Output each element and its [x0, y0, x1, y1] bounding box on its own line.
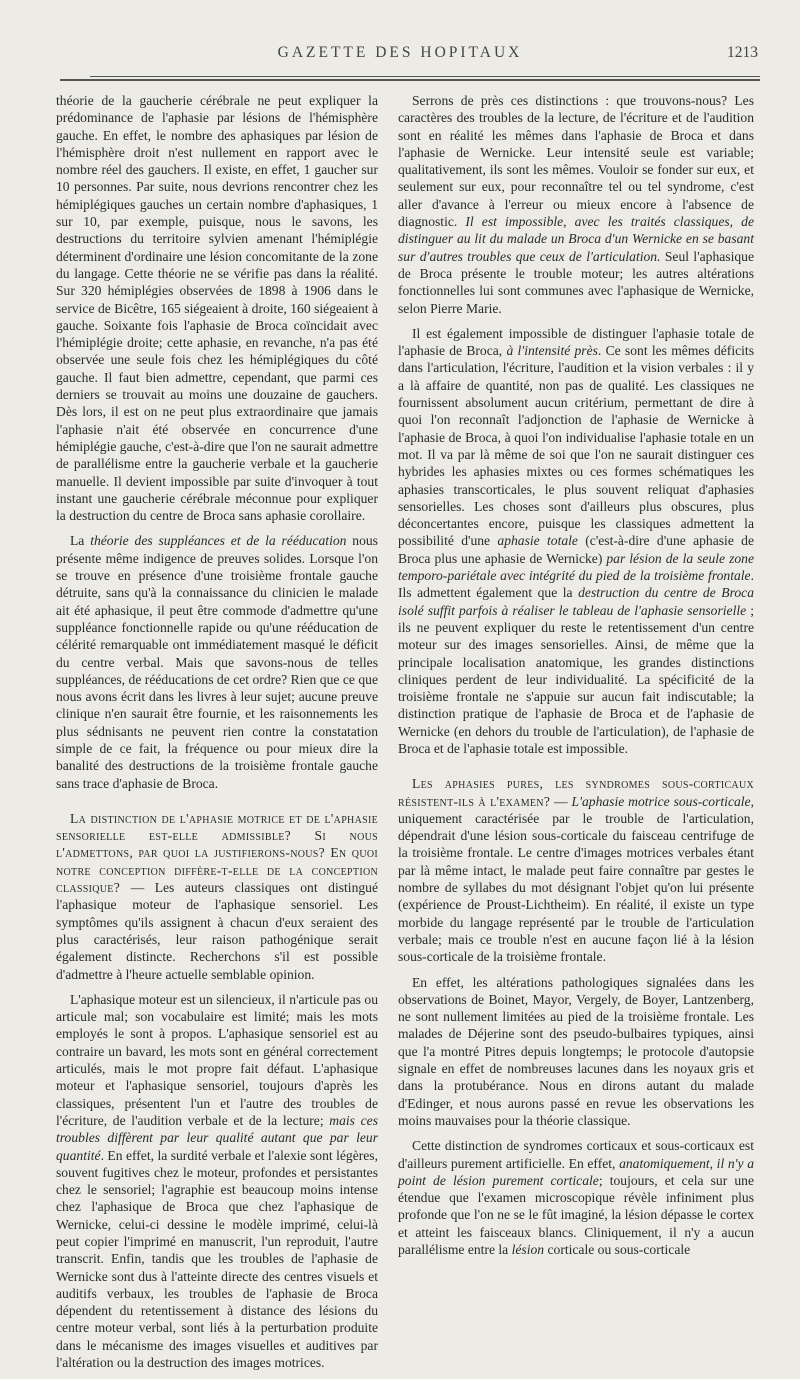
- text-run: . En effet, la surdité verbale et l'alexie sont légères, souvent fugitives chez le moteur, profondes et persistantes chez le sensoriel; l'agraphie est beaucoup moins intense chez l'aphasique de Broca que chez l'aphasique de Wernicke, celui-ci dessine le modèle imprimé, celui-là peut copier l'imprimé en manuscrit, l'un reproduit, l'autre transcrit. Enfin, tandis que les troubles de l'aphasie de Wernicke sont dus à l'atteinte directe des centres visuels et auditifs verbaux, les troubles de l'aphasie de Broca dépendent du retentissement à distance des lésions du centre moteur verbal, sont liés à la perturbation produite dans le mécanisme des images visuelles et auditives par l'altération ou la destruction des images motrices.: [56, 1147, 378, 1371]
- text-run: ; ils ne peuvent expliquer du reste le retentissement d'un centre moteur sur des images sensorielles. Ainsi, de même que la principale localisation anatomique, les grandes distinctions cliniques perdent de leur individualité. La spécificité de la troisième frontale ne s'appuie sur aucun fait indiscutable; la distinction pratique de l'aphasie de Broca et de l'aphasie de Wernicke (en dehors du trouble de l'articulation), de l'aphasie de Broca et de l'aphasie totale est impossible.: [398, 602, 754, 756]
- right-paragraph-1: [398, 92, 754, 317]
- italic-run: Il est impossible, avec les traités classiques, de distinguer au lit du malade un Broca d'un Wernicke en se basant sur d'autres troubles que ceux de l'articulation.: [398, 214, 754, 264]
- right-section-heading-paragraph: [398, 775, 754, 965]
- text-run: nous présente même indigence de preuves solides. Lorsque l'on se trouve en présence d'une troisième frontale gauche détruite, sans qu'à la connaissance du clinicien le malade ait été aphasique, il peut être commode d'admettre qu'une suppléance fonctionnelle rapide ou qu'une rééducation de célérité remarquable ont immédiatement masqué le déficit du centre verbal. Mais que savons-nous de telles suppléances, de rééducations de cet ordre? Rien que ce que nous avons écrit dans les livres à leur sujet; aucune preuve clinique n'en saurait être fournie, et les raisonnements les plus sédnisants ne peuvent rien contre la constatation simple de ce fait, la fréquence ou pour mieux dire la banalité des destructions de la troisième frontale gauche sans trace d'aphasie de Broca.: [56, 533, 378, 791]
- italic-run: lésion: [511, 1242, 545, 1257]
- text-run: Seul l'aphasique de Broca présente le trouble moteur; les autres altérations fonctionnelles lui sont communes avec l'aphasique de Wernicke, selon Pierre Marie.: [398, 248, 754, 316]
- italic-run: L'aphasie motrice sous-corticale: [571, 793, 751, 809]
- text-run: L'aphasique moteur est un silencieux, il n'articule pas ou articule mal; son vocabulaire est limité; mais les mots employés le sont à propos. L'aphasique sensoriel est au contraire un bavard, les mots sont en général correctement articulés, mais le mot propre fait défaut. L'aphasique moteur et l'aphasique sensoriel, toujours d'après les classiques, présentent l'un et l'autre des troubles de l'écriture, de l'audition verbale et de la lecture;: [56, 991, 378, 1128]
- text-run: — Les auteurs classiques ont distingué l'aphasique moteur de l'aphasique sensoriel. Les symptômes qu'ils assignent à chacun d'eux seraient des plus caractérisés, leur raison pathogénique serait également distincte. Recherchons s'il est possible d'admettre à l'heure actuelle semblable opinion.: [56, 880, 378, 982]
- text-run: corticale ou sous-corticale: [544, 1242, 691, 1257]
- left-column: [56, 92, 378, 1379]
- right-column: [398, 92, 754, 1266]
- section-heading: La distinction de l'aphasie motrice et de l'aphasie sensorielle est-elle admissible? Si nous l'admettons, par quoi la justifierons-nous? En quoi notre conception diffère-t-elle de la conception classique?: [56, 810, 378, 896]
- text-run: , uniquement caractérisée par le trouble de l'articulation, dépendrait d'une lésion sous-corticale du faisceau centrifuge de la troisième frontale. Le centre d'images motrices verbales étant par là même intact, le malade peut faire connaître par gestes le nombre de syllabes du mot désignant l'objet qu'on lui présente (expérience de Proust-Lichtheim). En réalité, il existe un type morbide du langage représenté par le trouble de l'articulation verbale; mais ce trouble n'est en aucune façon lié à la lésion sous-corticale de la troisième frontale.: [398, 793, 754, 965]
- text-run: . Ce sont les mêmes déficits dans l'articulation, l'écriture, l'audition et la vision verbales : il y a là affaire de quantité, non pas de qualité. Les classiques ne fournissent absolument aucun critérium, permettant de dire à quoi l'on reconnaît l'adjonction de l'aphasie de Wernicke à l'aphasie de Broca, à quoi l'on individualise l'aphasie totale en un mot. Il va par là même de soi que l'on ne saurait distinguer ces hybrides les aphasies mixtes ou ces formes schématiques les aphasies transcorticales, le plus souvent reliquat d'aphasies sensorielles. Les choses sont d'ailleurs plus obscures, plus déconcertantes encore, puisque les classiques admettent la possibilité d'une: [398, 343, 754, 549]
- left-paragraph-2: [56, 532, 378, 791]
- header-rule-thick: [60, 79, 760, 81]
- italic-run: destruction du centre de Broca isolé suffit parfois à réaliser le tableau de l'aphasie sensorielle: [398, 585, 754, 618]
- italic-run: théorie des suppléances et de la rééducation: [90, 533, 347, 549]
- italic-run: par lésion de la seule zone temporo-pariétale avec intégrité du pied de la troisième frontale: [398, 550, 754, 584]
- italic-run: anatomiquement, il n'y a point de lésion purement corticale: [398, 1155, 754, 1188]
- right-paragraph-4: En effet, les altérations pathologiques signalées dans les observations de Boinet, Mayor, Vergely, de Boyer, Lantzenberg, ne sont nullement limitées au pied de la troisième frontale. Les malades de Déjerine sont des pseudo-bulbaires typiques, ainsi que l'a montré Pitres depuis longtemps; le protocole d'autopsie signale en effet de nombreuses lacunes dans les noyaux gris et dans la protubérance. Nous en dirons autant du malade d'Edinger, et nous aurons passé en revue les observations les moins mauvaises pour la théorie classique.: [398, 974, 754, 1128]
- text-run: Il est également impossible de distinguer l'aphasie totale de l'aphasie de Broca,: [398, 325, 754, 359]
- italic-run: mais ces troubles diffèrent par leur qualité autant que par leur quantité: [56, 1112, 378, 1163]
- text-run: . Ils admettent également que la: [398, 568, 754, 601]
- text-run: Serrons de près ces distinctions : que trouvons-nous? Les caractères des troubles de la lecture, de l'écriture et de l'audition sont en réalité les mêmes dans l'aphasie de Broca et dans l'aphasie de Wernicke. Leur intensité seule est variable; qualitativement, ils sont les mêmes. Vouloir se fonder sur eux, et seulement sur eux, pour reconnaître tel ou tel syndrome, c'est aller d'avance à l'erreur ou mieux encore à l'absence de diagnostic.: [398, 93, 754, 230]
- left-section-heading-paragraph: [56, 810, 378, 983]
- italic-run: à l'intensité près: [506, 343, 598, 359]
- running-title: GAZETTE DES HOPITAUX: [277, 44, 523, 61]
- text-run: ; toujours, et cela sur une étendue que l'examen microscopique révèle infiniment plus profonde que l'on ne se le fût imaginé, la lésion dépasse le cortex et atteint les faisceaux blancs. Cliniquement, il n'y a aucun parallélisme entre la: [398, 1172, 754, 1257]
- right-paragraph-5: [398, 1137, 754, 1258]
- left-paragraph-1: théorie de la gaucherie cérébrale ne peut expliquer la prédominance de l'aphasie par lésions de l'hémisphère gauche. En effet, le nombre des aphasiques par lésion de l'hémisphère droit n'est nullement en rapport avec le nombre réel des gauchers. Il existe, en effet, 1 gaucher sur 10 personnes. Par suite, nous devrions rencontrer chez les hémiplégiques gauches un certain nombre d'aphasiques, 1 sur 10, par exemple, puisque, nous le savons, les destructions du territoire sylvien amenant l'hémiplégie déterminent d'ordinaire une lésion concomitante de la zone du langage. Cette théorie ne se vérifie pas dans la réalité. Sur 320 hémiplégies observées de 1898 à 1906 dans le service de Bicêtre, 165 siégeaient à droite, 160 siégeaient à gauche. Soixante fois l'aphasie de Broca coïncidait avec l'hémiplégie droite; cette aphasie, en revanche, n'a pas été observée une seule fois chez les hémiplégiques du côté gauche. Il faut bien admettre, cependant, que parmi ces derniers se trouvait au moins une douzaine de gauchers. Dès lors, il est on ne peut plus extraordinaire que jamais l'aphasie n'ait été observée en concurrence d'une hémiplégie gauche, c'est-à-dire que l'on ne saurait admettre de parallélisme entre la gaucherie verbale et la gaucherie manuelle. Il devient impossible par suite d'invoquer à tout instant une gaucherie cérébrale méconnue pour expliquer la destruction du centre de Broca sans aphasie corollaire.: [56, 93, 378, 524]
- page-number: 1213: [727, 44, 758, 61]
- text-run: —: [550, 793, 572, 809]
- text-run: (c'est-à-dire d'une aphasie de Broca plus une aphasie de Wernicke): [398, 533, 754, 566]
- section-heading: Les aphasies pures, les syndromes sous-corticaux résistent-ils à l'examen?: [398, 776, 754, 809]
- header-rule-thin: [90, 76, 760, 77]
- left-paragraph-4: [56, 991, 378, 1372]
- right-paragraph-2: [398, 325, 754, 757]
- text-run: Cette distinction de syndromes corticaux et sous-corticaux est d'ailleurs purement artificielle. En effet,: [398, 1138, 754, 1171]
- text-run: La: [70, 533, 91, 549]
- page-header: [0, 44, 800, 70]
- italic-run: aphasie totale: [497, 533, 578, 549]
